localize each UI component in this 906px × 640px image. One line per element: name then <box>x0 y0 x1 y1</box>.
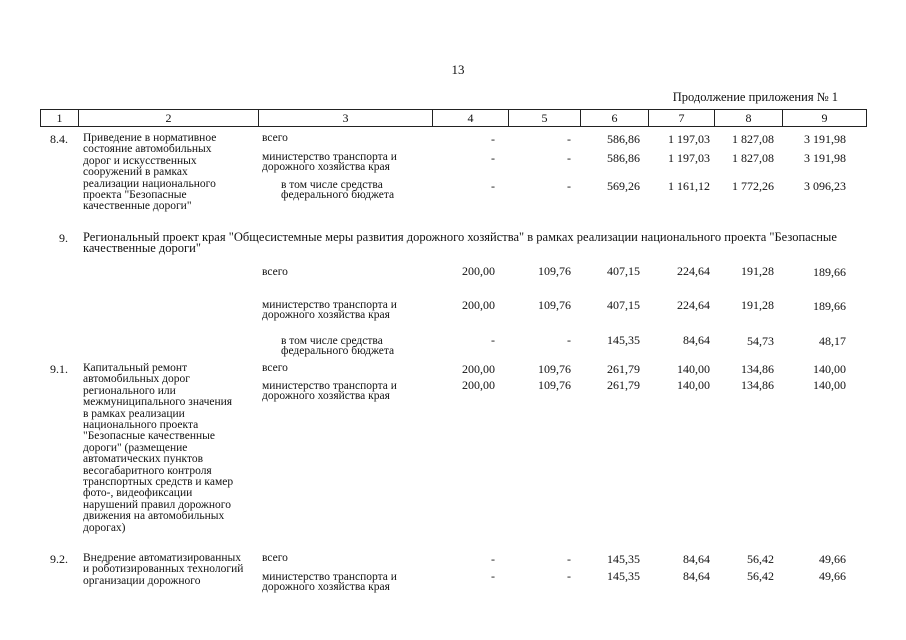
value-col-8: 56,42 <box>747 569 774 583</box>
value-col-6: 261,79 <box>607 362 640 376</box>
value-col-9: 140,00 <box>813 362 846 376</box>
value-col-7: 1 197,03 <box>668 151 710 165</box>
value-col-5: - <box>567 552 571 566</box>
value-col-9: 3 096,23 <box>804 179 846 193</box>
row-number: 8.4. <box>50 132 68 146</box>
value-col-9: 49,66 <box>819 552 846 566</box>
row-name: Капитальный ремонт автомобильных дорог регионального или межмуниципального значения в рамках реализации национального проекта "Безопасные качественные дороги" (размещение автоматических пунктов весогабаритного контроля транспортных средств и камер фото-, видеофиксации нарушений правил дорожного движения на автомобильных дорогах) <box>83 362 234 534</box>
value-col-8: 191,28 <box>741 298 774 312</box>
continuation-label: Продолжение приложения № 1 <box>672 90 838 104</box>
line-label: в том числе средства федерального бюджета <box>281 335 395 358</box>
value-col-8: 1 827,08 <box>732 151 774 165</box>
header-col-8: 8 <box>715 110 783 127</box>
line-label: министерство транспорта и дорожного хозяйства края <box>262 151 397 174</box>
line-label: всего <box>262 132 288 144</box>
line-label: всего <box>262 362 288 374</box>
value-col-9: 140,00 <box>813 378 846 392</box>
header-col-6: 6 <box>581 110 649 127</box>
value-col-7: 84,64 <box>683 569 710 583</box>
value-col-6: 145,35 <box>607 333 640 347</box>
value-col-9: 3 191,98 <box>804 132 846 146</box>
value-col-8: 1 772,26 <box>732 179 774 193</box>
value-col-8: 56,42 <box>747 552 774 566</box>
value-col-4: 200,00 <box>462 298 495 312</box>
line-label: министерство транспорта и дорожного хозяйства края <box>262 571 397 594</box>
header-col-1: 1 <box>41 110 79 127</box>
value-col-5: 109,76 <box>538 362 571 376</box>
value-col-5: - <box>567 333 571 347</box>
value-col-8: 134,86 <box>741 378 774 392</box>
value-col-5: - <box>567 151 571 165</box>
value-col-4: - <box>491 569 495 583</box>
header-col-3: 3 <box>259 110 433 127</box>
line-label: всего <box>262 266 288 278</box>
value-col-4: - <box>491 552 495 566</box>
header-col-5: 5 <box>509 110 581 127</box>
value-col-4: 200,00 <box>462 264 495 278</box>
header-col-9: 9 <box>783 110 867 127</box>
row-number: 9.2. <box>50 552 68 566</box>
value-col-8: 54,73 <box>747 334 774 348</box>
header-col-4: 4 <box>433 110 509 127</box>
value-col-7: 224,64 <box>677 264 710 278</box>
line-label: в том числе средства федерального бюджета <box>281 179 395 202</box>
value-col-4: - <box>491 333 495 347</box>
value-col-4: 200,00 <box>462 362 495 376</box>
value-col-4: - <box>491 132 495 146</box>
row-number: 9.1. <box>50 362 68 376</box>
value-col-9: 3 191,98 <box>804 151 846 165</box>
section-title: Региональный проект края "Общесистемные меры развития дорожного хозяйства" в рамках реализации национального проекта "Безопасные качественные дороги" <box>83 230 837 255</box>
value-col-9: 49,66 <box>819 569 846 583</box>
value-col-7: 224,64 <box>677 298 710 312</box>
value-col-7: 140,00 <box>677 362 710 376</box>
row-name: Приведение в нормативное состояние автомобильных дорог и искусственных сооружений в рамках реализации национального проекта "Безопасные качественные дороги" <box>83 132 217 213</box>
row-number: 9. <box>59 231 68 245</box>
line-label: министерство транспорта и дорожного хозяйства края <box>262 380 397 403</box>
value-col-6: 407,15 <box>607 298 640 312</box>
value-col-6: 145,35 <box>607 569 640 583</box>
row-name: Внедрение автоматизированных и роботизированных технологий организации дорожного <box>83 552 244 587</box>
value-col-4: - <box>491 179 495 193</box>
value-col-6: 569,26 <box>607 179 640 193</box>
value-col-8: 191,28 <box>741 264 774 278</box>
value-col-4: - <box>491 151 495 165</box>
value-col-9: 189,66 <box>813 265 846 279</box>
value-col-4: 200,00 <box>462 378 495 392</box>
value-col-5: 109,76 <box>538 298 571 312</box>
value-col-5: 109,76 <box>538 264 571 278</box>
value-col-6: 145,35 <box>607 552 640 566</box>
value-col-5: - <box>567 179 571 193</box>
value-col-5: - <box>567 569 571 583</box>
value-col-9: 48,17 <box>819 334 846 348</box>
line-label: министерство транспорта и дорожного хозяйства края <box>262 299 397 322</box>
value-col-6: 586,86 <box>607 132 640 146</box>
value-col-8: 1 827,08 <box>732 132 774 146</box>
value-col-6: 261,79 <box>607 378 640 392</box>
line-label: всего <box>262 552 288 564</box>
header-row <box>41 110 867 127</box>
value-col-7: 1 161,12 <box>668 179 710 193</box>
value-col-7: 84,64 <box>683 333 710 347</box>
table-header <box>40 109 867 127</box>
value-col-7: 140,00 <box>677 378 710 392</box>
value-col-5: 109,76 <box>538 378 571 392</box>
value-col-7: 84,64 <box>683 552 710 566</box>
value-col-9: 189,66 <box>813 299 846 313</box>
value-col-7: 1 197,03 <box>668 132 710 146</box>
value-col-6: 407,15 <box>607 264 640 278</box>
header-col-2: 2 <box>79 110 259 127</box>
header-col-7: 7 <box>649 110 715 127</box>
value-col-6: 586,86 <box>607 151 640 165</box>
page-number: 13 <box>451 62 465 77</box>
value-col-8: 134,86 <box>741 362 774 376</box>
value-col-5: - <box>567 132 571 146</box>
